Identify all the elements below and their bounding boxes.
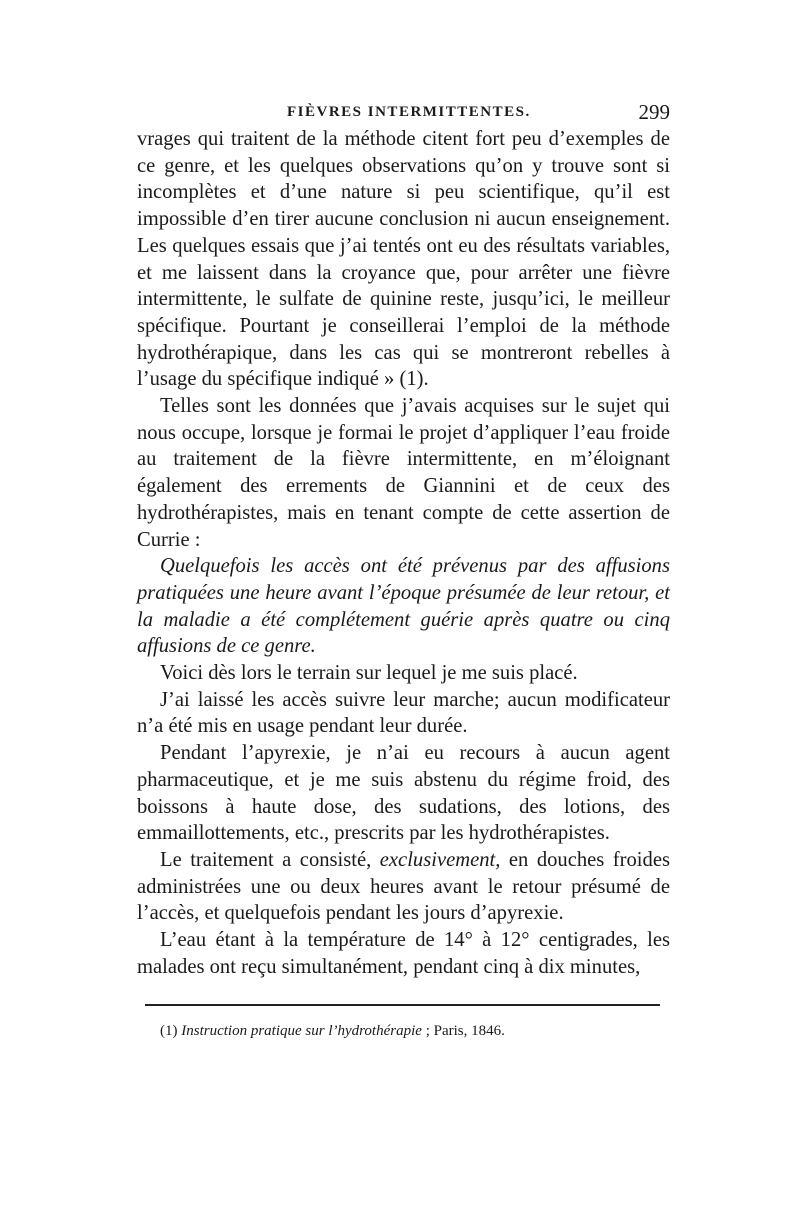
traitement-text-after: en douches froides administrées une ou deux heures avant le retour présumé de l’accès, et quelquefois pendant les jours d’apyrexie. xyxy=(137,848,670,925)
traitement-text-before: Le traitement a consisté, xyxy=(160,848,380,871)
paragraph-currie-context: Telles sont les données que j’avais acquises sur le sujet qui nous occupe, lorsque je formai le projet d’appliquer l’eau froide au traitement de la fièvre intermittente, en m’éloignant également des errements de Giannini et de ceux des hydrothérapistes, mais en tenant compte de cette assertion de Currie : xyxy=(137,395,670,551)
paragraph-temperature: L’eau étant à la température de 14° à 12° centigrades, les malades ont reçu simultanément, pendant cinq à dix minutes, xyxy=(137,929,670,978)
paragraph-apyrexie: Pendant l’apyrexie, je n’ai eu recours à aucun agent pharmaceutique, et je me suis abstenu du régime froid, des boissons à haute dose, des sudations, des lotions, des emmaillottements, etc., prescrits par les hydrothérapistes. xyxy=(137,742,670,845)
footnote-title: Instruction pratique sur l’hydrothérapie xyxy=(181,1023,422,1039)
traitement-emphasis: exclusivement, xyxy=(379,848,501,871)
paragraph-currie-quote: Quelquefois les accès ont été prévenus par des affusions pratiquées une heure avant l’époque présumée de leur retour, et la maladie a été complétement guérie après quatre ou cinq affusions de ce genre. xyxy=(137,555,670,658)
body-text xyxy=(137,126,670,981)
footnote xyxy=(160,1021,660,1041)
footnote-rest: ; Paris, 1846. xyxy=(421,1023,505,1039)
paragraph-traitement xyxy=(137,847,670,927)
page-number: 299 xyxy=(638,100,670,124)
footnote-marker: (1) xyxy=(160,1023,178,1039)
paragraph-acces: J’ai laissé les accès suivre leur marche; aucun modificateur n’a été mis en usage pendant leur durée. xyxy=(137,688,670,738)
paragraph-continuation: vrages qui traitent de la méthode citent fort peu d’exemples de ce genre, et les quelques observations qu’on y trouve sont si incomplètes et d’une nature si peu scientifique, qu’il est impossible d’en tirer aucune conclusion ni aucun enseignement. Les quelques essais que j’ai tentés ont eu des résultats variables, et me laissent dans la croyance que, pour arrêter une fièvre intermittente, le sulfate de quinine reste, jusqu’ici, le meilleur spécifique. Pourtant je conseillerai l’emploi de la méthode hydrothérapique, dans les cas qui se montreront rebelles à l’usage du spécifique indiqué » (1). xyxy=(137,128,670,391)
running-title: FIÈVRES INTERMITTENTES. xyxy=(287,104,531,120)
paragraph-terrain: Voici dès lors le terrain sur lequel je me suis placé. xyxy=(160,662,578,685)
footnote-rule xyxy=(145,1004,660,1006)
running-head xyxy=(137,100,670,128)
